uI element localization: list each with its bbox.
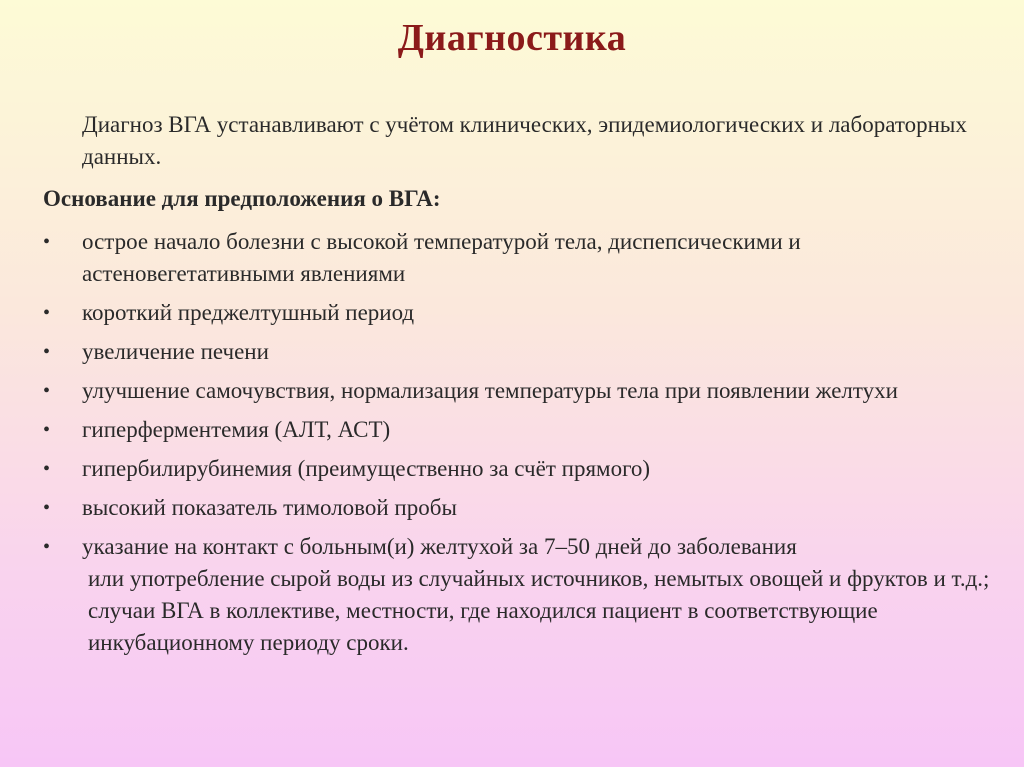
bullet-icon: • [43, 231, 51, 253]
bullet-icon: • [43, 458, 51, 480]
list-item [43, 336, 1003, 368]
list-item-text: увеличение печени [82, 339, 269, 364]
bullet-icon: • [43, 302, 51, 324]
list-item-text: короткий преджелтушный период [82, 300, 415, 325]
bullet-icon: • [43, 380, 51, 402]
list-item [43, 414, 1003, 446]
list-item-text: гипербилирубинемия (преимущественно за счёт прямого) [82, 456, 651, 481]
list-item-text: острое начало болезни с высокой температурой тела, диспепсическими и астеновегетативными явлениями [82, 229, 801, 286]
list-item [43, 531, 1003, 659]
list-item-text: высокий показатель тимоловой пробы [82, 495, 457, 520]
list-item [43, 492, 1003, 524]
bullet-icon: • [43, 341, 51, 363]
bullet-icon: • [43, 497, 51, 519]
list-item-text: улучшение самочувствия, нормализация температуры тела при появлении желтухи [82, 378, 898, 403]
list-item-text: гиперферментемия (АЛТ, АСТ) [82, 417, 391, 442]
intro-paragraph: Диагноз ВГА устанавливают с учётом клинических, эпидемиологических и лабораторных данных. [82, 112, 967, 169]
list-item [43, 226, 1003, 290]
list-item [43, 297, 1003, 329]
criteria-list [43, 226, 1003, 666]
list-item-continuation: или употребление сырой воды из случайных источников, немытых овощей и фруктов и т.д.; случаи ВГА в коллективе, местности, где находился пациент в соответствующие инкубационному периоду сроки. [88, 566, 990, 655]
list-item [43, 375, 1003, 407]
list-item-text: указание на контакт с больным(и) желтухой за 7–50 дней до заболевания [82, 534, 797, 559]
slide-title: Диагностика [397, 17, 627, 59]
basis-heading: Основание для предположения о ВГА: [43, 186, 441, 211]
bullet-icon: • [43, 536, 51, 558]
list-item [43, 453, 1003, 485]
bullet-icon: • [43, 419, 51, 441]
